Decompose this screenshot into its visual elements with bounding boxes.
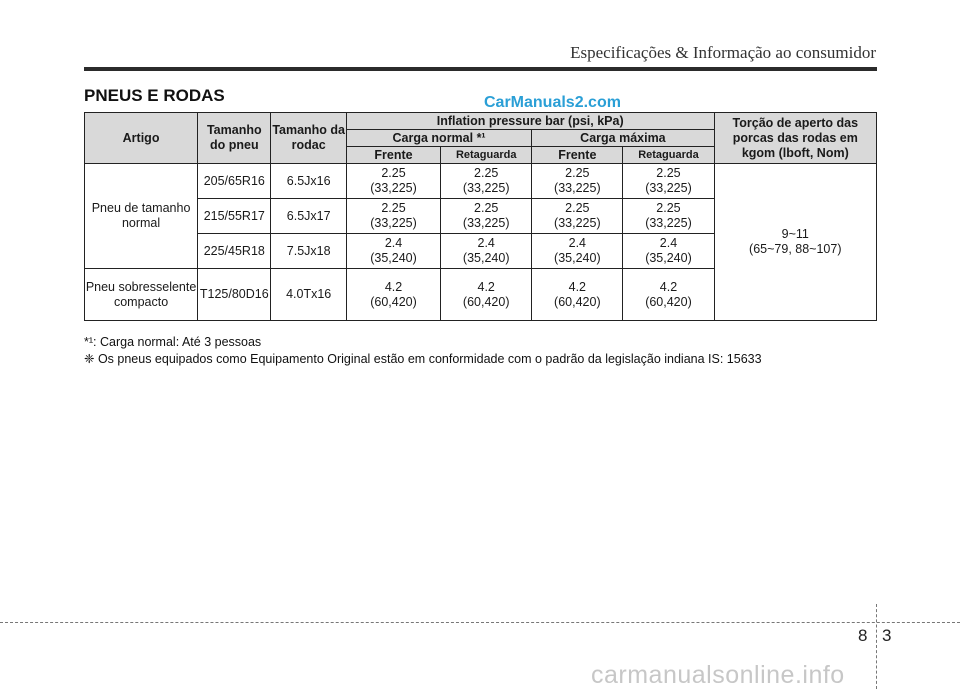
wheel-size-cell: 4.0Tx16: [271, 269, 346, 321]
header-divider: [84, 67, 877, 71]
pressure-cell: 4.2 (60,420): [532, 269, 623, 321]
pressure-cell: 2.25 (33,225): [441, 199, 532, 234]
header-rear: Retaguarda: [441, 147, 532, 164]
header-torque: Torção de aperto das porcas das rodas em kgom (lboft, Nom): [714, 113, 876, 164]
footer-page-separator: [876, 604, 877, 689]
footnote-normal-load: *¹: Carga normal: Até 3 pessoas: [84, 335, 262, 349]
tire-specs-table: [84, 112, 877, 321]
compliance-note: ❈ Os pneus equipados como Equipamento Original estão em conformidade com o padrão da legislação indiana IS: 15633: [84, 352, 762, 366]
header-max-load: Carga máxima: [532, 130, 714, 147]
pressure-cell: 4.2 (60,420): [441, 269, 532, 321]
tire-size-cell: 215/55R17: [198, 199, 271, 234]
header-front: Frente: [346, 147, 440, 164]
pressure-cell: 2.25 (33,225): [346, 199, 440, 234]
pressure-cell: 2.4 (35,240): [532, 234, 623, 269]
pressure-cell: 2.4 (35,240): [346, 234, 440, 269]
torque-value-cell: 9~11 (65~79, 88~107): [714, 164, 876, 321]
pressure-cell: 2.25 (33,225): [532, 164, 623, 199]
chapter-number: 8: [858, 626, 868, 645]
notes: [84, 334, 762, 368]
tire-size-cell: T125/80D16: [198, 269, 271, 321]
wheel-size-cell: 7.5Jx18: [271, 234, 346, 269]
wheel-size-cell: 6.5Jx17: [271, 199, 346, 234]
header-normal-load: Carga normal *¹: [346, 130, 531, 147]
pressure-cell: 2.4 (35,240): [623, 234, 714, 269]
header-inflation-pressure: Inflation pressure bar (psi, kPa): [346, 113, 714, 130]
pressure-cell: 2.25 (33,225): [346, 164, 440, 199]
pressure-cell: 2.25 (33,225): [623, 199, 714, 234]
header-artigo: Artigo: [85, 113, 198, 164]
pressure-cell: 2.25 (33,225): [623, 164, 714, 199]
pressure-cell: 2.25 (33,225): [441, 164, 532, 199]
section-title: PNEUS E RODAS: [84, 86, 225, 105]
header-front: Frente: [532, 147, 623, 164]
header-rear: Retaguarda: [623, 147, 714, 164]
wheel-size-cell: 6.5Jx16: [271, 164, 346, 199]
group-normal-tire: Pneu de tamanho normal: [85, 164, 198, 269]
header-tire-size: Tamanho do pneu: [198, 113, 271, 164]
header-wheel-size: Tamanho da rodac: [271, 113, 346, 164]
watermark-top: CarManuals2.com: [484, 94, 621, 111]
chapter-header-title: Especificações & Informação ao consumidor: [570, 43, 876, 62]
pressure-cell: 4.2 (60,420): [346, 269, 440, 321]
tire-size-cell: 225/45R18: [198, 234, 271, 269]
footer-divider: [0, 622, 960, 623]
pressure-cell: 2.25 (33,225): [532, 199, 623, 234]
page-number: 3: [882, 626, 892, 645]
pressure-cell: 2.4 (35,240): [441, 234, 532, 269]
group-compact-spare: Pneu sobresselente compacto: [85, 269, 198, 321]
tire-size-cell: 205/65R16: [198, 164, 271, 199]
watermark-bottom: carmanualsonline.info: [591, 661, 845, 689]
pressure-cell: 4.2 (60,420): [623, 269, 714, 321]
table-row: [85, 164, 877, 199]
